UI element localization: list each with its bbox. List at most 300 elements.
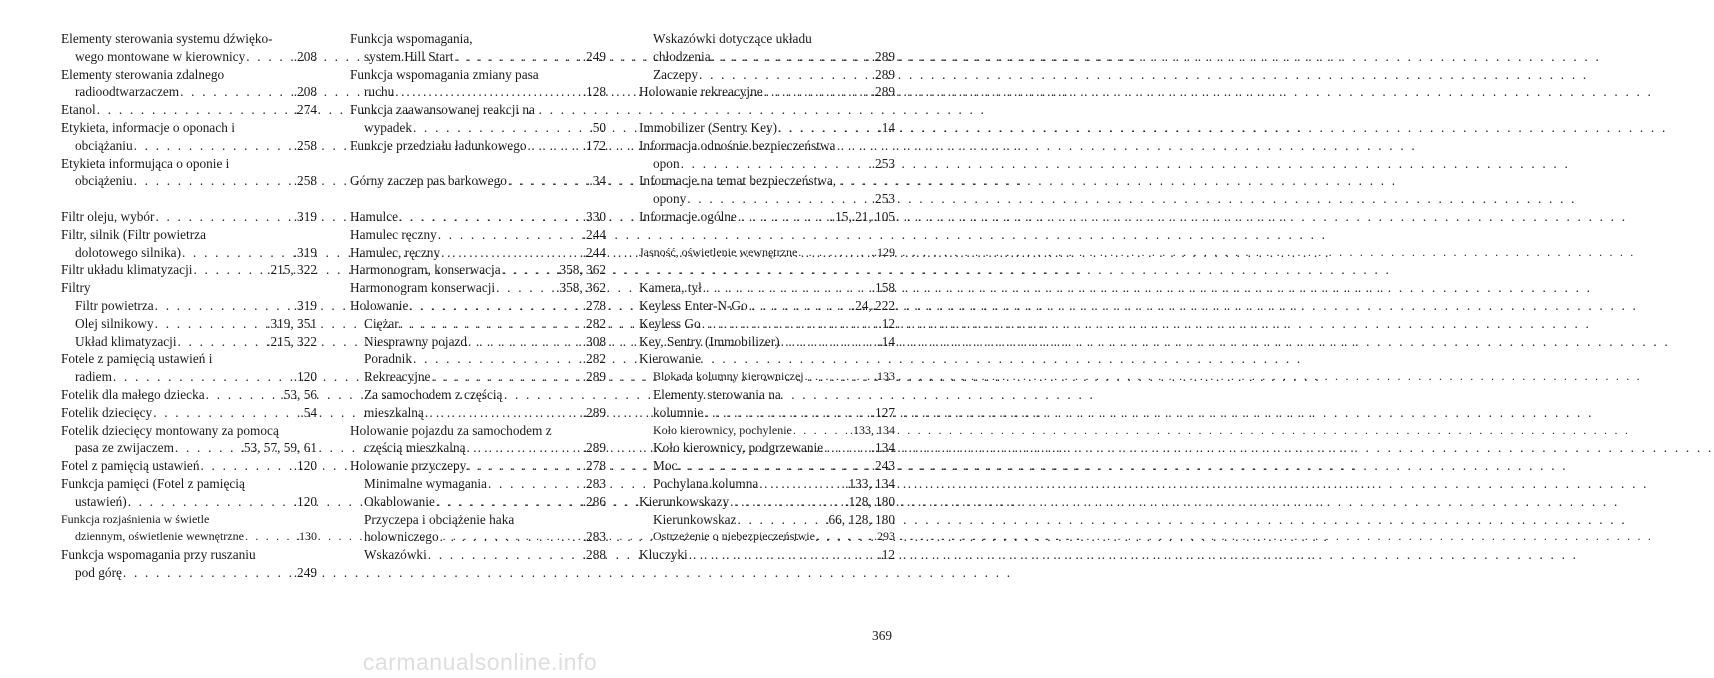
index-entry-text: wypadek (364, 119, 412, 135)
dot-leader (412, 119, 589, 137)
index-entry (639, 48, 895, 66)
index-entry (639, 66, 895, 84)
dot-leader (245, 48, 293, 66)
dot-leader (729, 493, 845, 511)
index-entry (61, 48, 317, 66)
index-entry-pages: .24, 222 (851, 297, 895, 313)
index-entry-text: ustawień) (75, 493, 127, 509)
index-entry-text: Fotelik dziecięcy (61, 404, 153, 420)
index-entry (639, 172, 895, 190)
index-entry-text: Funkcja pamięci (Fotel z pamięcią (61, 475, 245, 491)
index-entry-pages: .133 (874, 369, 895, 384)
index-entry (639, 422, 895, 440)
index-entry (350, 137, 606, 155)
dot-leader (154, 208, 293, 226)
index-entry-pages: .286 (582, 493, 606, 509)
dot-leader (780, 333, 879, 351)
dot-leader (736, 511, 825, 529)
index-entry (639, 457, 895, 475)
index-entry-text: Holowanie przyczepy (350, 458, 467, 474)
index-entry-pages: .244 (582, 226, 606, 242)
index-entry (61, 493, 317, 511)
page-number: 369 (872, 628, 892, 643)
dot-leader (399, 315, 583, 333)
index-entry-text: Elementy sterowania zdalnego (61, 66, 225, 82)
index-entry (61, 155, 317, 173)
dot-leader (487, 475, 583, 493)
index-entry (61, 208, 317, 226)
index-entry-text: system Hill Start (364, 48, 454, 64)
dot-leader (507, 172, 589, 190)
index-entry (61, 511, 317, 529)
index-entry-pages: .53, 56 (280, 386, 317, 402)
dot-leader (133, 137, 294, 155)
index-entry (350, 457, 606, 475)
index-entry (61, 333, 317, 351)
dot-leader (133, 172, 294, 190)
index-entry (350, 333, 606, 351)
index-entry-pages: .282 (582, 315, 606, 331)
dot-leader (96, 101, 294, 119)
index-entry-pages: .128 (582, 84, 606, 100)
index-entry (61, 457, 317, 475)
index-entry (61, 66, 317, 84)
index-entry (350, 101, 606, 119)
dot-leader (686, 190, 871, 208)
dot-leader (199, 457, 293, 475)
index-entry-pages: .283 (582, 529, 606, 545)
dot-leader (737, 208, 832, 226)
index-entry (61, 83, 317, 101)
index-entry (61, 30, 317, 48)
dot-leader (192, 261, 267, 279)
dot-leader (154, 297, 294, 315)
index-entry-pages: .34 (589, 173, 606, 189)
index-entry (639, 244, 895, 262)
dot-leader (181, 244, 294, 262)
index-entry (639, 119, 895, 137)
index-entry-pages: .293 (874, 529, 895, 544)
index-entry-text: Funkcje przedziału ładunkowego (350, 137, 527, 153)
dot-leader (177, 333, 268, 351)
dot-leader (427, 546, 583, 564)
index-entry-pages: .358, 362 (556, 262, 606, 278)
index-entry (350, 208, 606, 226)
index-entry-text: Fotelik dziecięcy montowany za pomocą (61, 422, 279, 438)
index-entry-pages: .120 (293, 458, 317, 474)
index-entry (350, 493, 606, 511)
index-entry-pages: .283 (582, 475, 606, 491)
index-entry-pages: .289 (582, 369, 606, 385)
index-column-right (639, 30, 895, 564)
index-entry (639, 155, 895, 173)
index-entry-text: Etykieta, informacje o oponach i (61, 119, 235, 135)
index-entry-pages: .358, 362 (556, 280, 606, 296)
index-entry-text: Ostrzeżenie o niebezpieczeństwie (653, 529, 815, 544)
dot-leader (179, 83, 294, 101)
index-entry-text: radiem (75, 369, 112, 385)
index-entry-pages: .249 (293, 564, 317, 580)
index-entry-text: Hamulec, ręczny (350, 244, 441, 260)
index-entry (61, 261, 317, 279)
index-entry (350, 511, 606, 529)
dot-leader (501, 261, 556, 279)
index-entry-text: opony (653, 191, 687, 207)
index-entry-text: kolumnie (653, 404, 704, 420)
index-entry (350, 83, 606, 101)
dot-leader (748, 297, 852, 315)
index-entry (350, 368, 606, 386)
dot-leader (711, 48, 872, 66)
index-entry-text: Kierunkowskaz (653, 511, 737, 527)
index-entry-text: Elementy sterowania na (653, 386, 781, 402)
index-entry (350, 315, 606, 333)
dot-leader (701, 315, 879, 333)
index-spacer (639, 101, 895, 119)
index-entry-pages: .208 (293, 84, 317, 100)
index-entry-text: Informacje na temat bezpieczeństwa, (639, 173, 837, 189)
index-entry-pages: .278 (582, 458, 606, 474)
index-spacer (350, 155, 606, 173)
index-entry-text: Blokada kolumny kierowniczej (653, 369, 804, 384)
index-entry-text: Filtry (61, 280, 91, 296)
index-entry-text: Kierowanie (639, 351, 702, 367)
index-column-middle (350, 30, 606, 564)
index-entry-text: Za samochodem z częścią (364, 386, 503, 402)
dot-leader (112, 368, 294, 386)
dot-leader (758, 475, 845, 493)
index-entry-text: opon (653, 155, 680, 171)
index-entry-pages: .282 (582, 351, 606, 367)
index-entry (350, 297, 606, 315)
index-entry (61, 279, 317, 297)
index-entry (350, 244, 606, 262)
index-entry-text: Funkcja rozjaśnienia w świetle (61, 511, 210, 526)
index-entry (350, 119, 606, 137)
index-entry (61, 244, 317, 262)
index-entry (350, 172, 606, 190)
index-entry-text: Filtr, silnik (Filtr powietrza (61, 226, 206, 242)
index-entry (350, 261, 606, 279)
index-entry-text: holowniczego (364, 529, 439, 545)
index-entry-text: Funkcja wspomagania przy ruszaniu (61, 547, 256, 563)
index-entry-pages: .158 (871, 280, 895, 296)
index-entry-pages: .172 (582, 137, 606, 153)
index-entry (61, 564, 317, 582)
index-entry (350, 30, 606, 48)
index-entry-text: chłodzenia (653, 48, 711, 64)
index-entry-pages: .274 (293, 102, 317, 118)
dot-leader (466, 457, 582, 475)
index-entry-text: Górny zaczep pas barkowego (350, 173, 507, 189)
index-entry-text: Olej silnikowy (75, 315, 154, 331)
index-entry-pages: .319, 351 (267, 315, 317, 331)
index-entry-pages: .258 (293, 173, 317, 189)
index-spacer (61, 190, 317, 208)
index-entry (639, 137, 895, 155)
index-entry-pages: .50 (589, 119, 606, 135)
index-entry-text: pasa ze zwijaczem (75, 440, 174, 456)
index-entry-text: Koło kierownicy, podgrzewanie (653, 440, 824, 456)
index-entry-pages: .127 (871, 404, 895, 420)
index-entry-text: dziennym, oświetlenie wewnętrzne (75, 529, 244, 544)
index-entry-text: Keyless Go (639, 315, 701, 331)
index-entry-text: Funkcja wspomagania zmiany pasa (350, 66, 539, 82)
dot-leader (122, 564, 294, 582)
dot-leader (688, 546, 879, 564)
index-entry-text: obciążeniu (75, 173, 133, 189)
index-entry-pages: .53, 57, 59, 61 (240, 440, 317, 456)
index-entry-pages: .14 (878, 119, 895, 135)
dot-leader (698, 66, 872, 84)
dot-leader (244, 528, 296, 546)
index-entry (350, 439, 606, 457)
index-entry (61, 439, 317, 457)
index-entry-text: Informacje ogólne (639, 208, 737, 224)
index-entry-pages: .288 (582, 547, 606, 563)
index-entry-text: Poradnik (364, 351, 413, 367)
dot-leader (408, 297, 582, 315)
dot-leader (430, 368, 582, 386)
index-entry-text: Elementy sterowania systemu dźwięko- (61, 31, 273, 46)
index-entry-text: Koło kierownicy, pochylenie (653, 422, 792, 437)
index-entry-text: Immobilizer (Sentry Key) (639, 119, 778, 135)
index-entry-text: Wskazówki dotyczące układu (653, 31, 812, 46)
index-entry-pages: .215, 322 (267, 262, 317, 278)
index-entry-text: Moc (653, 458, 678, 474)
index-entry (639, 546, 895, 564)
index-entry-text: Okablowanie (364, 493, 435, 509)
index-entry-pages: .243 (871, 458, 895, 474)
dot-leader (467, 333, 583, 351)
index-entry-text: Etanol (61, 102, 96, 118)
dot-leader (398, 208, 583, 226)
index-entry (350, 422, 606, 440)
dot-leader (777, 119, 878, 137)
index-entry (350, 386, 606, 404)
index-entry (350, 528, 606, 546)
dot-leader (702, 279, 872, 297)
index-entry (350, 279, 606, 297)
index-entry-text: Informacja odnośnie bezpieczeństwa (639, 137, 836, 153)
index-entry-pages: .133, 134 (845, 475, 895, 491)
dot-leader (680, 155, 872, 173)
index-entry-pages: .15, 21, 105 (831, 208, 895, 224)
index-entry-text: Układ klimatyzacji (75, 333, 177, 349)
index-entry-pages: .289 (582, 440, 606, 456)
index-entry (61, 475, 317, 493)
index-entry-pages: .289 (582, 404, 606, 420)
dot-leader (154, 315, 267, 333)
watermark-text: carmanualsonline.info (362, 649, 598, 675)
index-entry-text: Zaczepy (653, 66, 699, 82)
index-entry-pages: .129 (874, 244, 895, 259)
index-entry-text: Filtr układu klimatyzacji (61, 262, 193, 278)
index-entry-pages: .134 (871, 440, 895, 456)
index-entry-pages: .208 (293, 48, 317, 64)
dot-leader (703, 404, 871, 422)
index-column-left (61, 30, 317, 582)
index-entry (350, 350, 606, 368)
index-entry-text: Kierunkowskazy (639, 493, 730, 509)
index-entry (639, 333, 895, 351)
index-entry-text: wego montowane w kierownicy (75, 48, 246, 64)
index-spacer (639, 261, 895, 279)
dot-leader (527, 137, 583, 155)
index-entry-text: Kluczyki (639, 547, 688, 563)
index-entry (61, 368, 317, 386)
index-entry-pages: .289 (871, 66, 895, 82)
index-entry (61, 528, 317, 546)
index-entry (639, 30, 895, 48)
index-entry-text: Ciężar (364, 315, 399, 331)
index-entry-text: Fotel z pamięcią ustawień (61, 458, 200, 474)
index-entry-pages: .319 (293, 297, 317, 313)
index-entry-text: Niesprawny pojazd (364, 333, 468, 349)
index-entry (639, 511, 895, 529)
index-entry-pages: .253 (871, 155, 895, 171)
index-entry-text: Holowanie (350, 297, 409, 313)
index-entry-text: Harmonogram, konserwacja (350, 262, 501, 278)
index-entry (639, 493, 895, 511)
index-entry (61, 226, 317, 244)
index-entry-text: mieszkalną (364, 404, 424, 420)
index-entry (639, 208, 895, 226)
index-entry-pages: .330 (582, 208, 606, 224)
index-entry-text: Hamulec ręczny (350, 226, 437, 242)
index-entry-pages: .249 (582, 48, 606, 64)
index-entry-pages: .133, 134 (850, 422, 895, 437)
index-entry-text: Jasność, oświetlenie wewnętrzne (639, 244, 798, 259)
index-entry (639, 528, 895, 546)
index-entry-text: Harmonogram konserwacji (350, 280, 496, 296)
index-entry-text: radioodtwarzaczem (75, 84, 180, 100)
index-entry-pages: .289 (871, 48, 895, 64)
index-entry-text: Filtr oleju, wybór (61, 208, 155, 224)
index-entry-pages: .319 (293, 244, 317, 260)
index-entry-pages: .278 (582, 297, 606, 313)
dot-leader (152, 404, 300, 422)
index-entry-pages: .14 (878, 333, 895, 349)
index-entry (639, 475, 895, 493)
index-entry (350, 404, 606, 422)
index-entry (61, 422, 317, 440)
index-entry-pages: .120 (293, 369, 317, 385)
index-entry (61, 137, 317, 155)
index-entry-text: Minimalne wymagania (364, 475, 487, 491)
dot-leader (815, 528, 874, 546)
index-spacer (639, 226, 895, 244)
dot-leader (440, 244, 583, 262)
dot-leader (495, 279, 556, 297)
index-entry-pages: .289 (871, 84, 895, 100)
index-entry-pages: .66, 128, 180 (825, 511, 895, 527)
index-entry-pages: .308 (582, 333, 606, 349)
index-entry (61, 350, 317, 368)
dot-leader (412, 350, 583, 368)
index-entry-pages: .258 (293, 137, 317, 153)
index-entry-text: Hamulce (350, 208, 398, 224)
dot-leader (797, 244, 874, 262)
index-entry-pages: .12 (878, 547, 895, 563)
index-entry-text: Pochylana kolumna (653, 475, 759, 491)
index-entry-pages: .319 (293, 208, 317, 224)
index-entry (350, 546, 606, 564)
index-entry-pages: .253 (871, 191, 895, 207)
index-entry-text: częścią mieszkalną (364, 440, 466, 456)
dot-leader (823, 439, 872, 457)
index-entry-text: ruchu (364, 84, 395, 100)
index-entry (639, 386, 895, 404)
index-entry (639, 315, 895, 333)
index-entry (61, 315, 317, 333)
index-entry-text: Etykieta informująca o oponie i (61, 155, 230, 171)
index-entry (350, 48, 606, 66)
index-entry-text: pod górę (75, 564, 122, 580)
index-entry (61, 101, 317, 119)
dot-leader (127, 493, 294, 511)
index-entry (61, 119, 317, 137)
index-entry (61, 297, 317, 315)
index-entry (639, 83, 895, 101)
index-entry-pages: .244 (582, 244, 606, 260)
index-entry (350, 66, 606, 84)
index-entry-text: Filtr powietrza (75, 297, 154, 313)
index-entry-text: Funkcja zaawansowanej reakcji na (350, 102, 535, 118)
index-entry-pages: .130 (296, 529, 317, 544)
index-entry-text: Fotele z pamięcią ustawień i (61, 351, 213, 367)
index-entry (61, 386, 317, 404)
index-entry-pages: .215, 322 (267, 333, 317, 349)
index-entry-text: dolotowego silnika) (75, 244, 181, 260)
dot-leader (792, 422, 850, 440)
index-spacer (350, 190, 606, 208)
index-entry-text: Holowanie pojazdu za samochodem z (350, 422, 552, 438)
index-entry (639, 350, 895, 368)
dot-leader (435, 493, 583, 511)
index-entry-text: Wskazówki (364, 547, 427, 563)
dot-leader (804, 368, 874, 386)
index-entry (639, 439, 895, 457)
dot-leader (174, 439, 241, 457)
index-entry-text: obciążaniu (75, 137, 133, 153)
index-entry-text: Fotelik dla małego dziecka (61, 386, 205, 402)
index-entry-text: Kamera, tył (639, 280, 702, 296)
index-entry-pages: .120 (293, 493, 317, 509)
index-entry (350, 475, 606, 493)
dot-leader (205, 386, 281, 404)
index-entry (639, 279, 895, 297)
index-entry-text: Rekreacyjne (364, 369, 431, 385)
index-entry-text: Funkcja wspomagania, (350, 31, 473, 46)
dot-leader (424, 404, 583, 422)
index-entry (639, 190, 895, 208)
dot-leader (763, 83, 872, 101)
index-entry-text: Keyless Enter-N-Go (639, 297, 748, 313)
index-entry-pages: .128, 180 (845, 493, 895, 509)
index-entry (639, 404, 895, 422)
dot-leader (677, 457, 871, 475)
index-entry (61, 172, 317, 190)
index-entry (639, 297, 895, 315)
index-entry (61, 404, 317, 422)
index-entry (350, 226, 606, 244)
index-entry (639, 368, 895, 386)
dot-leader (439, 528, 583, 546)
index-entry-text: Key, Sentry (Immobilizer) (639, 333, 780, 349)
index-entry-pages: .12 (878, 315, 895, 331)
index-entry-pages: .54 (300, 404, 317, 420)
